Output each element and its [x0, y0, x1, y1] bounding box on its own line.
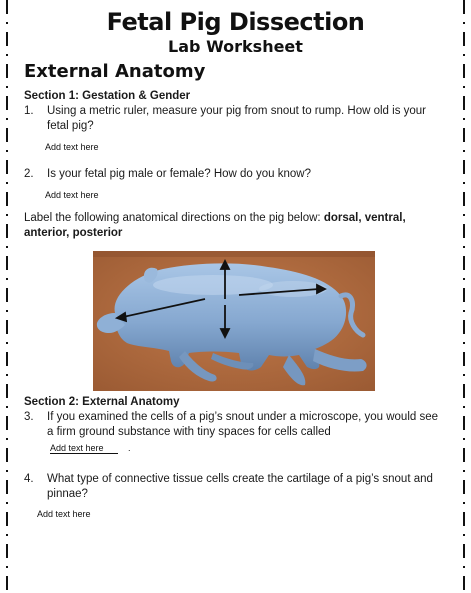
question-2: [24, 167, 444, 183]
question-1-number: 1.: [24, 105, 34, 117]
section1-title: Section 1: Gestation & Gender: [24, 90, 191, 102]
question-3-trailing-period: .: [128, 443, 131, 453]
question-2-answer-field[interactable]: Add text here: [45, 190, 99, 200]
question-2-text: Is your fetal pig male or female? How do you know?: [47, 168, 311, 180]
question-3-answer-field[interactable]: Add text here: [50, 443, 118, 454]
question-1-answer-field[interactable]: Add text here: [45, 142, 99, 152]
question-3-number: 3.: [24, 411, 34, 423]
page-subtitle: Lab Worksheet: [168, 37, 303, 56]
question-3-text: If you examined the cells of a pig’s snout under a microscope, you would see a firm ground substance with tiny spaces for cells called: [47, 411, 439, 438]
question-4-text: What type of connective tissue cells create the cartilage of a pig’s snout and pinnae?: [47, 473, 433, 500]
section-heading: External Anatomy: [24, 61, 206, 82]
instruction-text: Label the following anatomical directions on the pig below:: [24, 212, 324, 224]
question-4-answer-field[interactable]: Add text here: [37, 509, 91, 519]
question-4: [24, 472, 444, 504]
question-2-number: 2.: [24, 168, 34, 180]
question-3: [24, 410, 444, 442]
pig-photo: [93, 251, 375, 391]
right-dashed-border: [461, 0, 467, 593]
question-1-text: Using a metric ruler, measure your pig from snout to rump. How old is your fetal pig?: [47, 105, 427, 132]
section2-title: Section 2: External Anatomy: [24, 396, 180, 408]
page-title: Fetal Pig Dissection: [106, 8, 365, 36]
left-dashed-border: [4, 0, 10, 593]
instruction-terms: dorsal, ventral, anterior, posterior: [24, 212, 406, 239]
label-instruction: [24, 211, 444, 241]
question-4-number: 4.: [24, 473, 34, 485]
question-1: [24, 104, 444, 136]
